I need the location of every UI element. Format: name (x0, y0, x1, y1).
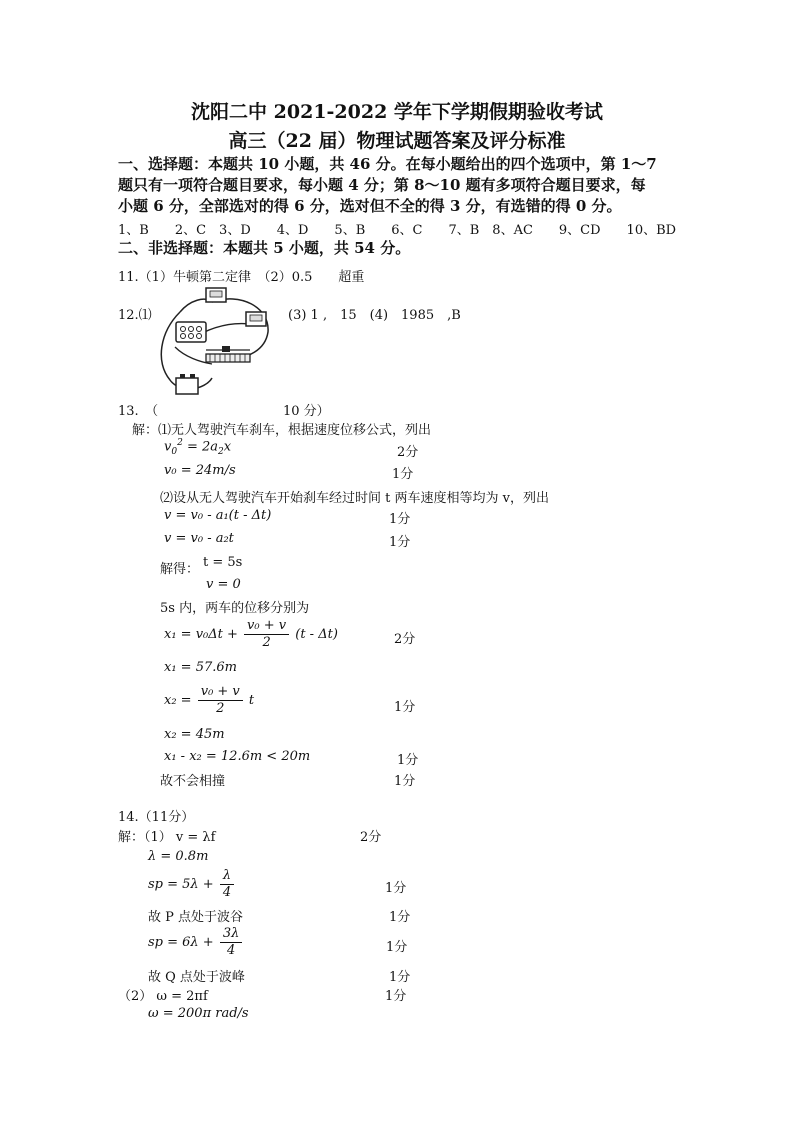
document-subtitle: 高三（22 届）物理试题答案及评分标准 (228, 130, 566, 152)
q14-eq6: 故 Q 点处于波峰 (148, 970, 245, 985)
q13-conclusion: 故不会相撞 (160, 774, 226, 789)
battery (176, 378, 198, 394)
q14-eq7-score: 1分 (385, 989, 407, 1004)
q14-head: 14.（11分） (118, 810, 195, 825)
q14-eq8: ω = 200π rad/s (148, 1006, 249, 1021)
q13-step2: ⑵设从无人驾驶汽车开始刹车经过时间 t 两车速度相等均为 v，列出 (160, 491, 549, 506)
q13-eq3-score: 1分 (389, 512, 411, 527)
section2-heading: 二、非选择题：本题共 5 小题，共 54 分。 (118, 239, 411, 257)
q14-eq3: sp = 5λ + $\frac{\lambda}{4}$ (148, 868, 236, 901)
document-title: 沈阳二中 2021-2022 学年下学期假期验收考试 (191, 101, 603, 123)
q14-eq5: sp = 6λ + $\frac{3\lambda}{4}$ (148, 926, 244, 959)
q14-eq5-score: 1分 (386, 940, 408, 955)
q13-eq8: x₂ = 45m (164, 727, 225, 742)
q12-answer: (3) 1 , 15 (4) 1985 ,B (288, 308, 461, 323)
q14-eq4: 故 P 点处于波谷 (148, 910, 244, 925)
q13-eq5: x₁ = v₀Δt + $\frac{\text{v₀ + v}}{2}$ (t - Δt) (164, 618, 338, 650)
choice-answers: 1、B 2、C 3、D 4、D 5、B 6、C 7、B 8、AC 9、CD 10、BD (118, 223, 677, 238)
section1-line2: 题只有一项符合题目要求，每小题 4 分；第 8～10 题有多项符合题目要求，每 (118, 176, 646, 194)
q14-eq1-score: 2分 (360, 830, 382, 845)
q13-eq2-score: 1分 (392, 467, 414, 482)
q13-eq9-score: 1分 (397, 753, 419, 768)
q13-solve-label: 解得： (160, 562, 200, 577)
section1-line3: 小题 6 分，全部选对的得 6 分，选对但不全的得 3 分，有选错的得 0 分。 (118, 197, 622, 215)
q13-head-left: 13. （ (118, 404, 159, 419)
q13-eq1: $v_0^2 = 2a_2x$ (164, 438, 232, 457)
q13-step3: 5s 内，两车的位移分别为 (160, 601, 310, 616)
q13-conclusion-score: 1分 (394, 774, 416, 789)
q13-eq1-score: 2分 (397, 445, 419, 460)
q14-eq1: 解：（1） v = λf (118, 830, 216, 845)
q11-answer: 11.（1）牛顿第二定律 （2）0.5 超重 (118, 270, 365, 285)
q13-eq6: x₁ = 57.6m (164, 660, 237, 675)
rheostat (206, 354, 250, 362)
q14-eq3-score: 1分 (385, 881, 407, 896)
q13-eq7: x₂ = $\frac{\text{v₀ + v}}{2}$ t (164, 684, 255, 716)
q13-eq9: x₁ - x₂ = 12.6m < 20m (164, 749, 311, 764)
q14-eq6-score: 1分 (389, 970, 411, 985)
q13-eq7-score: 1分 (394, 700, 416, 715)
q13-solve-v: v = 0 (206, 577, 241, 592)
q13-head-right: 10 分） (283, 404, 330, 419)
q13-solve-t: t = 5s (203, 555, 243, 570)
q13-eq2: v₀ = 24m/s (164, 463, 236, 478)
q13-step1: 解：⑴无人驾驶汽车刹车，根据速度位移公式，列出 (132, 423, 432, 438)
q14-eq7: （2） ω = 2πf (118, 989, 208, 1004)
q14-eq4-score: 1分 (389, 910, 411, 925)
q13-eq5-score: 2分 (394, 632, 416, 647)
q12-label: 12.⑴ (118, 308, 152, 323)
q14-eq2: λ = 0.8m (148, 849, 209, 864)
circuit-diagram (150, 282, 276, 402)
q13-eq4-score: 1分 (389, 535, 411, 550)
section1-line1: 一、选择题：本题共 10 小题，共 46 分。在每小题给出的四个选项中，第 1～7 (118, 155, 657, 173)
q13-eq3: v = v₀ - a₁(t - Δt) (164, 508, 272, 523)
q13-eq4: v = v₀ - a₂t (164, 531, 234, 546)
